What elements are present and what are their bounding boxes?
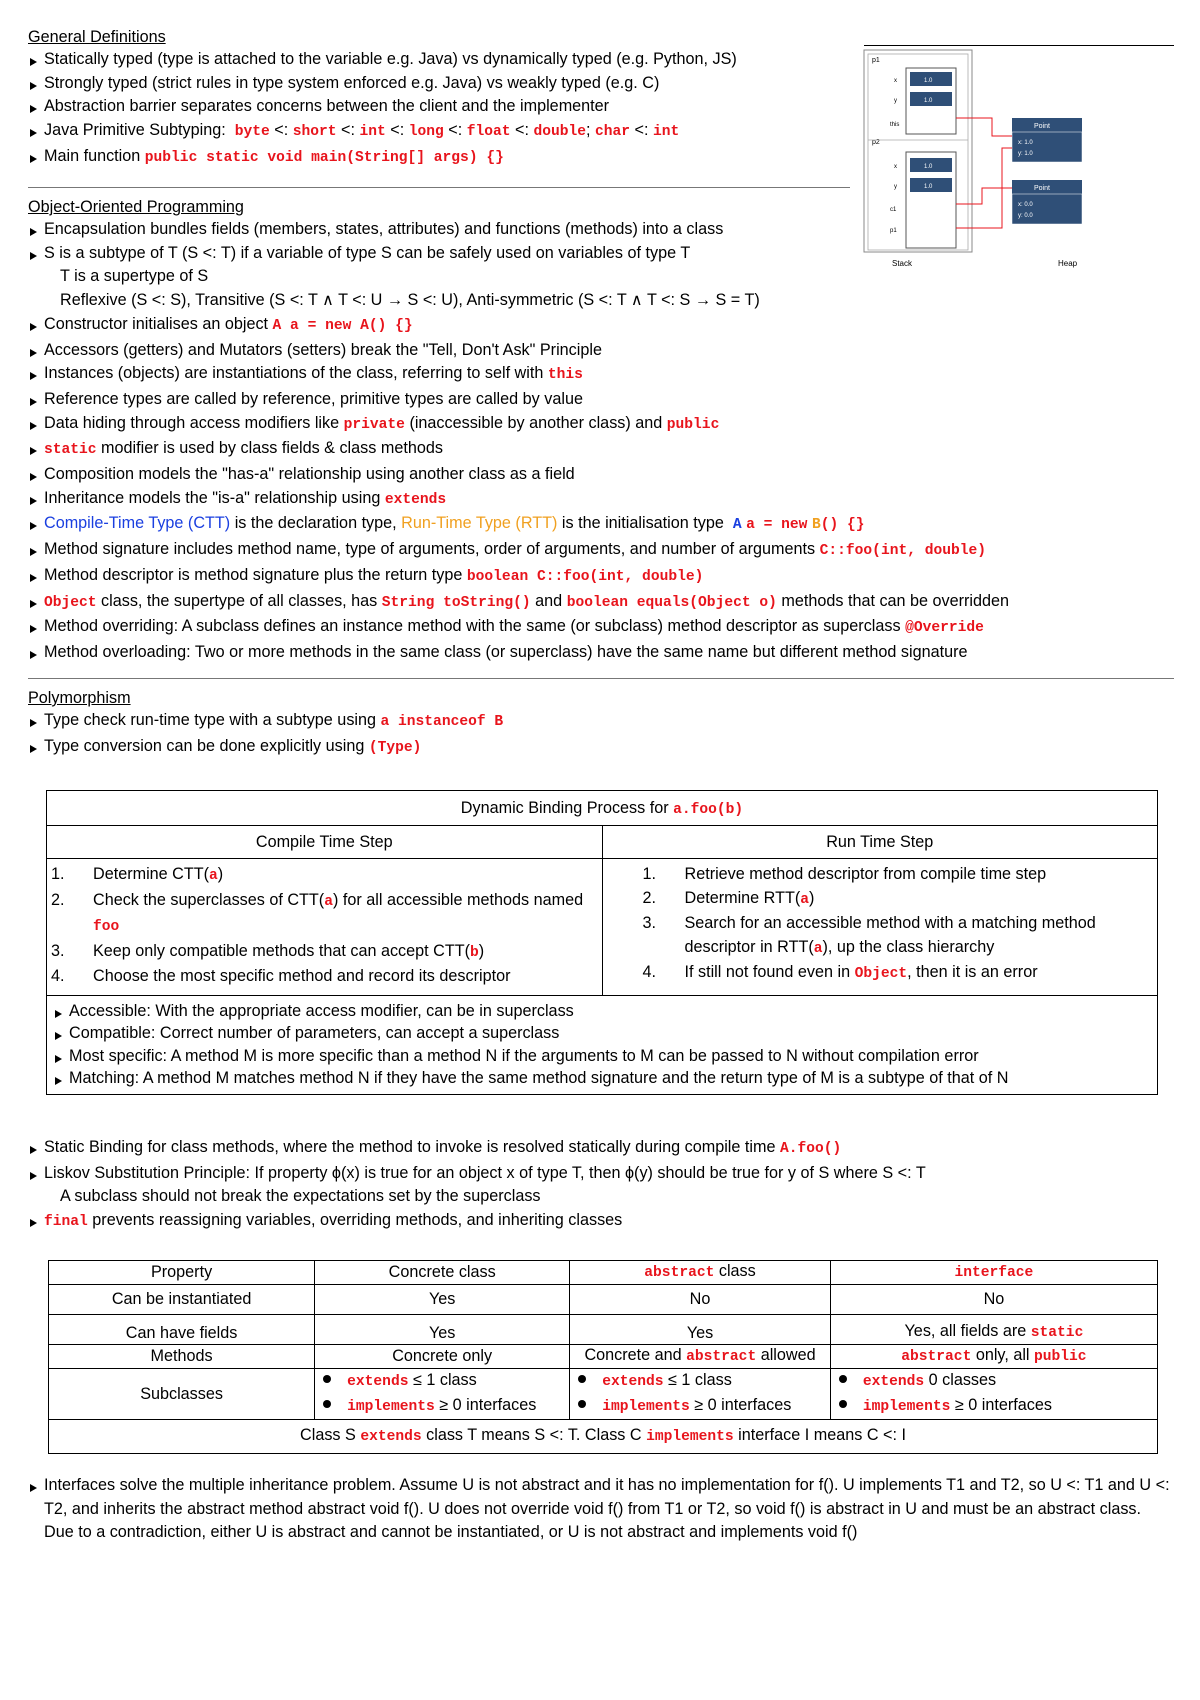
table-cell xyxy=(315,1369,570,1420)
table-cell xyxy=(830,1369,1157,1420)
heap-label: Heap xyxy=(1058,259,1078,268)
list-item: implements ≥ 0 interfaces xyxy=(572,1394,828,1419)
heap-object-title: Point xyxy=(1034,123,1050,130)
poly-list xyxy=(28,709,1178,760)
list-item: Method signature includes method name, type of arguments, order of arguments, and number of arguments C::foo(int, double) xyxy=(28,538,1178,564)
list-item: Matching: A method M matches method N if they have the same method signature and the return type of M is a subtype of that of N xyxy=(53,1067,1151,1090)
list-item: Method overloading: Two or more methods in the same class (or superclass) have the same name but different method signature xyxy=(28,641,1178,665)
list-item: Main function public static void main(String[] args) {} xyxy=(28,145,1178,171)
heap-field: y: 0.0 xyxy=(1018,213,1033,219)
binding-notes xyxy=(28,1136,1178,1235)
compile-steps-cell xyxy=(47,859,603,996)
table-footer: Class S extends class T means S <: T. Class C implements interface I means C <: I xyxy=(49,1420,1158,1454)
table-cell: abstract only, all public xyxy=(830,1345,1157,1369)
var-label: x xyxy=(894,164,897,170)
compile-steps xyxy=(51,863,598,989)
var-label: y xyxy=(894,98,897,104)
list-item: 3. Search for an accessible method with a matching method descriptor in RTT(a), up the class hierarchy xyxy=(642,914,1096,957)
list-item: 4. If still not found even in Object, then it is an error xyxy=(642,963,1038,982)
divider xyxy=(28,187,850,188)
compile-header: Compile Time Step xyxy=(47,826,603,859)
subclass-list xyxy=(572,1369,828,1419)
list-item: 3. Keep only compatible methods that can accept CTT(b) xyxy=(51,941,485,961)
header-interface: interface xyxy=(830,1261,1157,1285)
definitions-cell xyxy=(47,995,1158,1094)
table-title-cell: Dynamic Binding Process for a.foo(b) xyxy=(47,791,1158,826)
interfaces-note xyxy=(28,1474,1178,1545)
list-item: Interfaces solve the multiple inheritance problem. Assume U is not abstract and it has no implementation for f(). U implements T1 and T2, so U <: T1 and U <: T2, and inherits the abstract method abstract void f(). U does not override void f() from T1 or T2, so void f() is abstract in U and must be an abstract class. Due to a contradiction, either U is abstract and cannot be instantiated, or U is not abstract and implements void f() xyxy=(28,1474,1174,1545)
list-item: extends ≤ 1 class xyxy=(572,1369,828,1394)
heap-field: x: 1.0 xyxy=(1018,140,1033,146)
table-cell: Yes xyxy=(570,1315,831,1345)
class-comparison-table xyxy=(48,1260,1158,1454)
list-item: Accessors (getters) and Mutators (setters) break the "Tell, Don't Ask" Principle xyxy=(28,339,1178,363)
var-label: y xyxy=(894,184,897,190)
list-item: Most specific: A method M is more specific than a method N if the arguments to M can be passed to N without compilation error xyxy=(53,1045,1151,1068)
oop-list xyxy=(28,218,1178,665)
table-row xyxy=(49,1345,1158,1369)
var-label: x xyxy=(894,78,897,84)
list-item: Type check run-time type with a subtype using a instanceof B xyxy=(28,709,1178,735)
list-item: Static Binding for class methods, where the method to invoke is resolved statically during compile time A.foo() xyxy=(28,1136,1178,1162)
list-item: Object class, the supertype of all classes, has String toString() and boolean equals(Object o) methods that can be overridden xyxy=(28,590,1178,616)
table-cell: Yes, all fields are static xyxy=(830,1315,1157,1345)
list-item: 4. Choose the most specific method and record its descriptor xyxy=(51,967,511,985)
list-item: final prevents reassigning variables, overriding methods, and inheriting classes xyxy=(28,1209,1178,1235)
row-label: Methods xyxy=(49,1345,315,1369)
row-label: Can be instantiated xyxy=(49,1285,315,1315)
table-row xyxy=(49,1369,1158,1420)
section-title-general: General Definitions xyxy=(28,28,166,46)
cell-value: 1.0 xyxy=(924,184,933,190)
section-title-oop: Object-Oriented Programming xyxy=(28,198,244,216)
frame-label-p1: p1 xyxy=(872,57,880,64)
table-row xyxy=(47,995,1158,1094)
list-item: Method descriptor is method signature plus the return type boolean C::foo(int, double) xyxy=(28,564,1178,590)
subclass-list xyxy=(833,1369,1155,1419)
subclass-list xyxy=(317,1369,567,1419)
cell-value: 1.0 xyxy=(924,78,933,84)
table-row xyxy=(49,1315,1158,1345)
list-item: 1. Determine CTT(a) xyxy=(51,865,224,884)
sub-list-item: A subclass should not break the expectations set by the superclass xyxy=(28,1185,1178,1209)
run-steps xyxy=(643,863,1154,987)
table-cell: Concrete only xyxy=(315,1345,570,1369)
reference-arrow xyxy=(956,118,1012,136)
table-cell: No xyxy=(570,1285,831,1315)
run-steps-cell xyxy=(602,859,1158,996)
heap-field: x: 0.0 xyxy=(1018,202,1033,208)
list-item: Data hiding through access modifiers like private (inaccessible by another class) and public xyxy=(28,412,1178,438)
cell-value: 1.0 xyxy=(924,164,933,170)
list-item: Method overriding: A subclass defines an instance method with the same (or subclass) method descriptor as superclass @Override xyxy=(28,615,1178,641)
frame-label-p2: p2 xyxy=(872,139,880,146)
list-item: Reference types are called by reference, primitive types are called by value xyxy=(28,388,1178,412)
heap-field: y: 1.0 xyxy=(1018,151,1033,157)
section-title-polymorphism: Polymorphism xyxy=(28,689,131,707)
list-item: Encapsulation bundles fields (members, states, attributes) and functions (methods) into a class xyxy=(28,218,1178,242)
table-cell xyxy=(570,1369,831,1420)
binding-definitions xyxy=(53,1000,1151,1090)
list-item: 1. Retrieve method descriptor from compile time step xyxy=(642,865,1047,883)
list-item: implements ≥ 0 interfaces xyxy=(317,1394,567,1419)
header-abstract: abstract class xyxy=(570,1261,831,1285)
list-item: Statically typed (type is attached to the variable e.g. Java) vs dynamically typed (e.g. Python, JS) xyxy=(28,48,1178,72)
table-cell: Concrete and abstract allowed xyxy=(570,1345,831,1369)
list-item: Abstraction barrier separates concerns between the client and the implementer xyxy=(28,95,1178,119)
run-header: Run Time Step xyxy=(602,826,1158,859)
list-item: 2. Determine RTT(a) xyxy=(642,888,815,908)
row-label: Subclasses xyxy=(49,1369,315,1420)
list-item: Compatible: Correct number of parameters, can accept a superclass xyxy=(53,1022,1151,1045)
list-item: Constructor initialises an object A a = new A() {} xyxy=(28,313,1178,339)
table-row xyxy=(49,1285,1158,1315)
row-label: Can have fields xyxy=(49,1315,315,1345)
list-item: 2. Check the superclasses of CTT(a) for all accessible methods named foo xyxy=(51,890,584,935)
table-cell: No xyxy=(830,1285,1157,1315)
table-row xyxy=(47,826,1158,859)
heap-object-title: Point xyxy=(1034,185,1050,192)
interfaces-note-section xyxy=(28,1474,1178,1545)
list-item: Liskov Substitution Principle: If property ϕ(x) is true for an object x of type T, then ϕ(y) should be true for y of S where S <: T xyxy=(28,1162,1178,1186)
list-item: Instances (objects) are instantiations of the class, referring to self with this xyxy=(28,362,1178,388)
list-item: Type conversion can be done explicitly using (Type) xyxy=(28,735,1178,761)
var-label: c1 xyxy=(890,207,897,213)
table-row xyxy=(49,1420,1158,1454)
polymorphism-section xyxy=(28,687,1178,760)
list-item: extends ≤ 1 class xyxy=(317,1369,567,1394)
list-item: Inheritance models the "is-a" relationship using extends xyxy=(28,487,1178,513)
sub-list-item: Reflexive (S <: S), Transitive (S <: T ∧ T <: U → S <: U), Anti-symmetric (S <: T ∧ T <: S → S = T) xyxy=(28,289,1178,313)
table-row xyxy=(47,791,1158,826)
header-concrete: Concrete class xyxy=(315,1261,570,1285)
cell-value: 1.0 xyxy=(924,98,933,104)
sub-list-item: T is a supertype of S xyxy=(28,265,1178,289)
list-item: static modifier is used by class fields & class methods xyxy=(28,437,1178,463)
list-item: Java Primitive Subtyping: byte <: short <: int <: long <: float <: double; char <: int xyxy=(28,119,1178,145)
list-item: implements ≥ 0 interfaces xyxy=(833,1394,1155,1419)
table-cell: Yes xyxy=(315,1315,570,1345)
list-item: Composition models the "has-a" relationship using another class as a field xyxy=(28,463,1178,487)
heap-object-body xyxy=(1012,132,1082,162)
header-property: Property xyxy=(49,1261,315,1285)
list-item: extends 0 classes xyxy=(833,1369,1155,1394)
list-item: Accessible: With the appropriate access modifier, can be in superclass xyxy=(53,1000,1151,1023)
divider xyxy=(28,678,1174,679)
list-item: S is a subtype of T (S <: T) if a variable of type S can be safely used on variables of type T xyxy=(28,242,1178,266)
stack-label: Stack xyxy=(892,259,913,268)
dynamic-binding-table xyxy=(46,790,1158,1095)
binding-notes-section xyxy=(28,1136,1178,1235)
list-item: Compile-Time Type (CTT) is the declaration type, Run-Time Type (RTT) is the initialisation type A a = new B() {} xyxy=(28,512,1178,538)
var-label: p1 xyxy=(890,228,897,234)
divider xyxy=(864,45,1174,46)
table-row xyxy=(47,859,1158,996)
oop-section xyxy=(28,196,1178,665)
table-cell: Yes xyxy=(315,1285,570,1315)
var-label: this xyxy=(890,122,900,128)
table-row xyxy=(49,1261,1158,1285)
list-item: Strongly typed (strict rules in type system enforced e.g. Java) vs weakly typed (e.g. C) xyxy=(28,72,1178,96)
